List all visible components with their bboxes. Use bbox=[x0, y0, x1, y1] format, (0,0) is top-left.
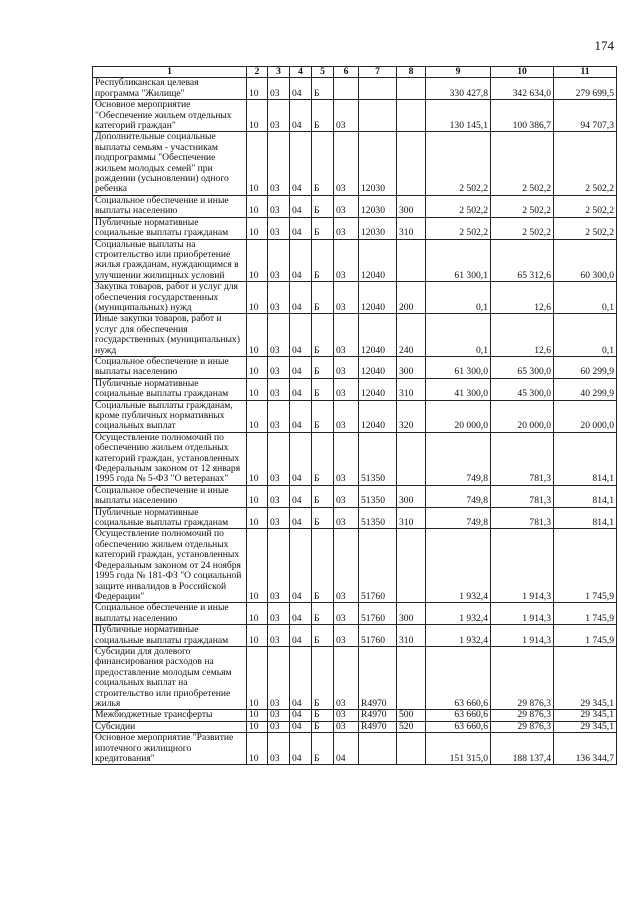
amount-9-cell: 63 660,6 bbox=[426, 710, 491, 721]
code-2-cell: 10 bbox=[247, 314, 268, 357]
code-3-cell: 03 bbox=[268, 314, 290, 357]
code-4-cell: 04 bbox=[290, 314, 312, 357]
row-name-cell: Иные закупки товаров, работ и услуг для обеспечения государственных (муниципальных) нужд bbox=[93, 314, 247, 357]
code-3-cell: 03 bbox=[268, 132, 290, 195]
column-header: 6 bbox=[334, 67, 359, 78]
row-name-cell: Публичные нормативные социальные выплаты гражданам bbox=[93, 378, 247, 400]
code-2-cell: 10 bbox=[247, 217, 268, 239]
code-4-cell: 04 bbox=[290, 378, 312, 400]
code-4-cell: 04 bbox=[290, 400, 312, 432]
code-2-cell: 10 bbox=[247, 100, 268, 132]
code-2-cell: 10 bbox=[247, 485, 268, 507]
amount-10-cell: 100 386,7 bbox=[491, 100, 554, 132]
code-2-cell: 10 bbox=[247, 78, 268, 100]
code-6-cell: 03 bbox=[334, 378, 359, 400]
code-5-cell: Б bbox=[312, 378, 334, 400]
code-6-cell: 03 bbox=[334, 356, 359, 378]
code-6-cell bbox=[334, 78, 359, 100]
code-8-cell bbox=[397, 646, 426, 709]
table-row bbox=[93, 507, 617, 529]
amount-11-cell: 814,1 bbox=[554, 507, 617, 529]
code-2-cell: 10 bbox=[247, 529, 268, 603]
amount-11-cell: 1 745,9 bbox=[554, 529, 617, 603]
row-name-cell: Закупка товаров, работ и услуг для обеспечения государственных (муниципальных) нужд bbox=[93, 282, 247, 314]
code-3-cell: 03 bbox=[268, 507, 290, 529]
row-name-cell: Публичные нормативные социальные выплаты гражданам bbox=[93, 507, 247, 529]
code-5-cell: Б bbox=[312, 239, 334, 282]
amount-9-cell: 151 315,0 bbox=[426, 733, 491, 765]
code-2-cell: 10 bbox=[247, 432, 268, 485]
row-name-cell: Социальные выплаты на строительство или приобретение жилья гражданам, нуждающимся в улучшении жилищных условий bbox=[93, 239, 247, 282]
code-7-cell: 12040 bbox=[359, 314, 397, 357]
code-8-cell bbox=[397, 239, 426, 282]
code-4-cell: 04 bbox=[290, 625, 312, 647]
code-4-cell: 04 bbox=[290, 195, 312, 217]
amount-11-cell: 94 707,3 bbox=[554, 100, 617, 132]
code-3-cell: 03 bbox=[268, 625, 290, 647]
row-name-cell: Публичные нормативные социальные выплаты гражданам bbox=[93, 217, 247, 239]
table-row bbox=[93, 721, 617, 732]
amount-10-cell: 65 300,0 bbox=[491, 356, 554, 378]
code-6-cell: 03 bbox=[334, 721, 359, 732]
amount-11-cell: 40 299,9 bbox=[554, 378, 617, 400]
code-8-cell bbox=[397, 100, 426, 132]
row-name-cell: Социальные выплаты гражданам, кроме публичных нормативных социальных выплат bbox=[93, 400, 247, 432]
code-5-cell: Б bbox=[312, 195, 334, 217]
column-header: 3 bbox=[268, 67, 290, 78]
row-name-cell: Публичные нормативные социальные выплаты гражданам bbox=[93, 625, 247, 647]
code-7-cell bbox=[359, 733, 397, 765]
code-7-cell: 51350 bbox=[359, 485, 397, 507]
column-header: 5 bbox=[312, 67, 334, 78]
code-8-cell: 240 bbox=[397, 314, 426, 357]
code-2-cell: 10 bbox=[247, 625, 268, 647]
code-4-cell: 04 bbox=[290, 507, 312, 529]
amount-10-cell: 20 000,0 bbox=[491, 400, 554, 432]
code-5-cell: Б bbox=[312, 282, 334, 314]
amount-9-cell: 61 300,1 bbox=[426, 239, 491, 282]
column-header: 8 bbox=[397, 67, 426, 78]
code-3-cell: 03 bbox=[268, 529, 290, 603]
code-7-cell: 12040 bbox=[359, 356, 397, 378]
column-header: 10 bbox=[491, 67, 554, 78]
amount-10-cell: 12,6 bbox=[491, 282, 554, 314]
code-2-cell: 10 bbox=[247, 356, 268, 378]
code-7-cell: R4970 bbox=[359, 710, 397, 721]
code-8-cell: 520 bbox=[397, 721, 426, 732]
table-row bbox=[93, 314, 617, 357]
code-6-cell: 03 bbox=[334, 217, 359, 239]
amount-9-cell: 330 427,8 bbox=[426, 78, 491, 100]
code-3-cell: 03 bbox=[268, 378, 290, 400]
code-7-cell: 12040 bbox=[359, 282, 397, 314]
code-7-cell: 51350 bbox=[359, 432, 397, 485]
code-5-cell: Б bbox=[312, 733, 334, 765]
amount-11-cell: 1 745,9 bbox=[554, 625, 617, 647]
code-6-cell: 03 bbox=[334, 432, 359, 485]
code-6-cell: 03 bbox=[334, 507, 359, 529]
code-7-cell: R4970 bbox=[359, 646, 397, 709]
amount-9-cell: 41 300,0 bbox=[426, 378, 491, 400]
table-row bbox=[93, 100, 617, 132]
column-header: 1 bbox=[93, 67, 247, 78]
code-2-cell: 10 bbox=[247, 646, 268, 709]
amount-9-cell: 749,8 bbox=[426, 485, 491, 507]
amount-10-cell: 29 876,3 bbox=[491, 646, 554, 709]
code-4-cell: 04 bbox=[290, 78, 312, 100]
code-6-cell: 03 bbox=[334, 100, 359, 132]
code-7-cell: 51760 bbox=[359, 529, 397, 603]
code-4-cell: 04 bbox=[290, 485, 312, 507]
code-3-cell: 03 bbox=[268, 239, 290, 282]
amount-9-cell: 749,8 bbox=[426, 432, 491, 485]
amount-9-cell: 61 300,0 bbox=[426, 356, 491, 378]
code-5-cell: Б bbox=[312, 646, 334, 709]
code-2-cell: 10 bbox=[247, 282, 268, 314]
code-6-cell: 03 bbox=[334, 625, 359, 647]
code-2-cell: 10 bbox=[247, 603, 268, 625]
amount-11-cell: 20 000,0 bbox=[554, 400, 617, 432]
code-5-cell: Б bbox=[312, 721, 334, 732]
code-7-cell: 12040 bbox=[359, 400, 397, 432]
amount-11-cell: 814,1 bbox=[554, 485, 617, 507]
code-5-cell: Б bbox=[312, 132, 334, 195]
amount-9-cell: 0,1 bbox=[426, 282, 491, 314]
code-8-cell: 310 bbox=[397, 378, 426, 400]
code-8-cell bbox=[397, 78, 426, 100]
amount-11-cell: 2 502,2 bbox=[554, 217, 617, 239]
amount-11-cell: 0,1 bbox=[554, 282, 617, 314]
code-3-cell: 03 bbox=[268, 646, 290, 709]
amount-11-cell: 1 745,9 bbox=[554, 603, 617, 625]
table-header-row bbox=[93, 67, 617, 78]
code-6-cell: 03 bbox=[334, 529, 359, 603]
code-7-cell: 51760 bbox=[359, 625, 397, 647]
code-2-cell: 10 bbox=[247, 507, 268, 529]
column-header: 9 bbox=[426, 67, 491, 78]
code-6-cell: 03 bbox=[334, 646, 359, 709]
code-5-cell: Б bbox=[312, 356, 334, 378]
amount-9-cell: 2 502,2 bbox=[426, 195, 491, 217]
code-3-cell: 03 bbox=[268, 282, 290, 314]
code-8-cell bbox=[397, 529, 426, 603]
amount-11-cell: 29 345,1 bbox=[554, 721, 617, 732]
code-2-cell: 10 bbox=[247, 195, 268, 217]
row-name-cell: Межбюджетные трансферты bbox=[93, 710, 247, 721]
code-4-cell: 04 bbox=[290, 239, 312, 282]
code-8-cell: 310 bbox=[397, 507, 426, 529]
amount-11-cell: 60 299,9 bbox=[554, 356, 617, 378]
row-name-cell: Социальное обеспечение и иные выплаты населению bbox=[93, 603, 247, 625]
code-5-cell: Б bbox=[312, 529, 334, 603]
code-5-cell: Б bbox=[312, 507, 334, 529]
code-4-cell: 04 bbox=[290, 710, 312, 721]
amount-9-cell: 1 932,4 bbox=[426, 529, 491, 603]
amount-10-cell: 781,3 bbox=[491, 432, 554, 485]
code-7-cell: 12030 bbox=[359, 132, 397, 195]
code-6-cell: 03 bbox=[334, 132, 359, 195]
code-5-cell: Б bbox=[312, 603, 334, 625]
amount-9-cell: 2 502,2 bbox=[426, 132, 491, 195]
budget-table bbox=[92, 66, 617, 765]
code-3-cell: 03 bbox=[268, 710, 290, 721]
table-row bbox=[93, 132, 617, 195]
row-name-cell: Субсидии bbox=[93, 721, 247, 732]
amount-10-cell: 342 634,0 bbox=[491, 78, 554, 100]
code-2-cell: 10 bbox=[247, 721, 268, 732]
amount-11-cell: 814,1 bbox=[554, 432, 617, 485]
code-6-cell: 04 bbox=[334, 733, 359, 765]
page-number: 174 bbox=[594, 38, 614, 53]
code-5-cell: Б bbox=[312, 400, 334, 432]
row-name-cell: Основное мероприятие "Обеспечение жильем отдельных категорий граждан" bbox=[93, 100, 247, 132]
column-header: 11 bbox=[554, 67, 617, 78]
code-4-cell: 04 bbox=[290, 646, 312, 709]
code-6-cell: 03 bbox=[334, 282, 359, 314]
code-5-cell: Б bbox=[312, 100, 334, 132]
code-6-cell: 03 bbox=[334, 400, 359, 432]
code-8-cell bbox=[397, 132, 426, 195]
table-row bbox=[93, 356, 617, 378]
code-7-cell: 12030 bbox=[359, 217, 397, 239]
code-3-cell: 03 bbox=[268, 432, 290, 485]
column-header: 4 bbox=[290, 67, 312, 78]
code-8-cell: 300 bbox=[397, 603, 426, 625]
code-8-cell: 500 bbox=[397, 710, 426, 721]
amount-11-cell: 29 345,1 bbox=[554, 646, 617, 709]
code-4-cell: 04 bbox=[290, 733, 312, 765]
row-name-cell: Республиканская целевая программа "Жилище" bbox=[93, 78, 247, 100]
code-8-cell: 310 bbox=[397, 625, 426, 647]
amount-11-cell: 0,1 bbox=[554, 314, 617, 357]
code-7-cell bbox=[359, 100, 397, 132]
table-row bbox=[93, 710, 617, 721]
amount-9-cell: 0,1 bbox=[426, 314, 491, 357]
code-6-cell: 03 bbox=[334, 314, 359, 357]
table-row bbox=[93, 432, 617, 485]
table-row bbox=[93, 282, 617, 314]
code-3-cell: 03 bbox=[268, 356, 290, 378]
code-2-cell: 10 bbox=[247, 400, 268, 432]
amount-9-cell: 749,8 bbox=[426, 507, 491, 529]
code-3-cell: 03 bbox=[268, 733, 290, 765]
amount-10-cell: 1 914,3 bbox=[491, 625, 554, 647]
code-8-cell: 300 bbox=[397, 485, 426, 507]
row-name-cell: Дополнительные социальные выплаты семьям - участникам подпрограммы "Обеспечение жильем молодых семей" при рождении (усыновлении) одного ребенка bbox=[93, 132, 247, 195]
code-2-cell: 10 bbox=[247, 239, 268, 282]
code-7-cell: 12030 bbox=[359, 195, 397, 217]
code-8-cell: 300 bbox=[397, 356, 426, 378]
code-8-cell: 320 bbox=[397, 400, 426, 432]
code-8-cell: 300 bbox=[397, 195, 426, 217]
table-row bbox=[93, 195, 617, 217]
code-6-cell: 03 bbox=[334, 603, 359, 625]
code-2-cell: 10 bbox=[247, 378, 268, 400]
table-row bbox=[93, 485, 617, 507]
table-row bbox=[93, 529, 617, 603]
code-5-cell: Б bbox=[312, 314, 334, 357]
amount-10-cell: 781,3 bbox=[491, 485, 554, 507]
amount-10-cell: 45 300,0 bbox=[491, 378, 554, 400]
table-row bbox=[93, 78, 617, 100]
code-8-cell: 310 bbox=[397, 217, 426, 239]
amount-11-cell: 136 344,7 bbox=[554, 733, 617, 765]
amount-9-cell: 130 145,1 bbox=[426, 100, 491, 132]
amount-9-cell: 20 000,0 bbox=[426, 400, 491, 432]
table-body bbox=[93, 78, 617, 765]
row-name-cell: Основное мероприятие "Развитие ипотечного жилищного кредитования" bbox=[93, 733, 247, 765]
code-3-cell: 03 bbox=[268, 485, 290, 507]
amount-10-cell: 29 876,3 bbox=[491, 710, 554, 721]
amount-11-cell: 29 345,1 bbox=[554, 710, 617, 721]
code-4-cell: 04 bbox=[290, 529, 312, 603]
amount-11-cell: 279 699,5 bbox=[554, 78, 617, 100]
row-name-cell: Социальное обеспечение и иные выплаты населению bbox=[93, 356, 247, 378]
code-6-cell: 03 bbox=[334, 239, 359, 282]
code-6-cell: 03 bbox=[334, 485, 359, 507]
code-5-cell: Б bbox=[312, 485, 334, 507]
code-5-cell: Б bbox=[312, 625, 334, 647]
code-4-cell: 04 bbox=[290, 282, 312, 314]
code-3-cell: 03 bbox=[268, 195, 290, 217]
code-6-cell: 03 bbox=[334, 195, 359, 217]
table-row bbox=[93, 625, 617, 647]
table-row bbox=[93, 217, 617, 239]
table-row bbox=[93, 378, 617, 400]
amount-10-cell: 65 312,6 bbox=[491, 239, 554, 282]
code-5-cell: Б bbox=[312, 217, 334, 239]
code-7-cell: 12040 bbox=[359, 378, 397, 400]
amount-10-cell: 2 502,2 bbox=[491, 217, 554, 239]
column-header: 2 bbox=[247, 67, 268, 78]
code-8-cell: 200 bbox=[397, 282, 426, 314]
table-row bbox=[93, 400, 617, 432]
row-name-cell: Субсидии для долевого финансирования расходов на предоставление молодым семьям социальных выплат на строительство или приобретение жилья bbox=[93, 646, 247, 709]
code-7-cell: 12040 bbox=[359, 239, 397, 282]
code-3-cell: 03 bbox=[268, 603, 290, 625]
code-5-cell: Б bbox=[312, 710, 334, 721]
amount-10-cell: 188 137,4 bbox=[491, 733, 554, 765]
code-3-cell: 03 bbox=[268, 721, 290, 732]
code-2-cell: 10 bbox=[247, 733, 268, 765]
code-7-cell: R4970 bbox=[359, 721, 397, 732]
row-name-cell: Осуществление полномочий по обеспечению жильем отдельных категорий граждан, установленных Федеральным законом от 24 ноября 1995 года № 181-ФЗ "О социальной защите инвалидов в Российской Федерации" bbox=[93, 529, 247, 603]
amount-10-cell: 2 502,2 bbox=[491, 195, 554, 217]
table-row bbox=[93, 239, 617, 282]
code-2-cell: 10 bbox=[247, 132, 268, 195]
code-4-cell: 04 bbox=[290, 356, 312, 378]
code-4-cell: 04 bbox=[290, 721, 312, 732]
code-8-cell bbox=[397, 432, 426, 485]
code-6-cell: 03 bbox=[334, 710, 359, 721]
code-7-cell: 51760 bbox=[359, 603, 397, 625]
amount-10-cell: 2 502,2 bbox=[491, 132, 554, 195]
code-3-cell: 03 bbox=[268, 78, 290, 100]
table-row bbox=[93, 603, 617, 625]
code-5-cell: Б bbox=[312, 78, 334, 100]
amount-10-cell: 29 876,3 bbox=[491, 721, 554, 732]
amount-11-cell: 2 502,2 bbox=[554, 132, 617, 195]
amount-9-cell: 1 932,4 bbox=[426, 625, 491, 647]
code-4-cell: 04 bbox=[290, 132, 312, 195]
code-4-cell: 04 bbox=[290, 100, 312, 132]
code-7-cell bbox=[359, 78, 397, 100]
amount-9-cell: 63 660,6 bbox=[426, 721, 491, 732]
code-3-cell: 03 bbox=[268, 100, 290, 132]
code-3-cell: 03 bbox=[268, 400, 290, 432]
code-4-cell: 04 bbox=[290, 432, 312, 485]
amount-11-cell: 60 300,0 bbox=[554, 239, 617, 282]
code-4-cell: 04 bbox=[290, 217, 312, 239]
code-8-cell bbox=[397, 733, 426, 765]
row-name-cell: Социальное обеспечение и иные выплаты населению bbox=[93, 485, 247, 507]
amount-11-cell: 2 502,2 bbox=[554, 195, 617, 217]
amount-10-cell: 12,6 bbox=[491, 314, 554, 357]
table-row bbox=[93, 733, 617, 765]
amount-9-cell: 1 932,4 bbox=[426, 603, 491, 625]
row-name-cell: Социальное обеспечение и иные выплаты населению bbox=[93, 195, 247, 217]
amount-10-cell: 1 914,3 bbox=[491, 603, 554, 625]
amount-10-cell: 1 914,3 bbox=[491, 529, 554, 603]
code-2-cell: 10 bbox=[247, 710, 268, 721]
code-7-cell: 51350 bbox=[359, 507, 397, 529]
code-4-cell: 04 bbox=[290, 603, 312, 625]
amount-10-cell: 781,3 bbox=[491, 507, 554, 529]
code-3-cell: 03 bbox=[268, 217, 290, 239]
code-5-cell: Б bbox=[312, 432, 334, 485]
column-header: 7 bbox=[359, 67, 397, 78]
amount-9-cell: 63 660,6 bbox=[426, 646, 491, 709]
table-row bbox=[93, 646, 617, 709]
row-name-cell: Осуществление полномочий по обеспечению жильем отдельных категорий граждан, установленных Федеральным законом от 12 января 1995 года № 5-ФЗ "О ветеранах" bbox=[93, 432, 247, 485]
amount-9-cell: 2 502,2 bbox=[426, 217, 491, 239]
